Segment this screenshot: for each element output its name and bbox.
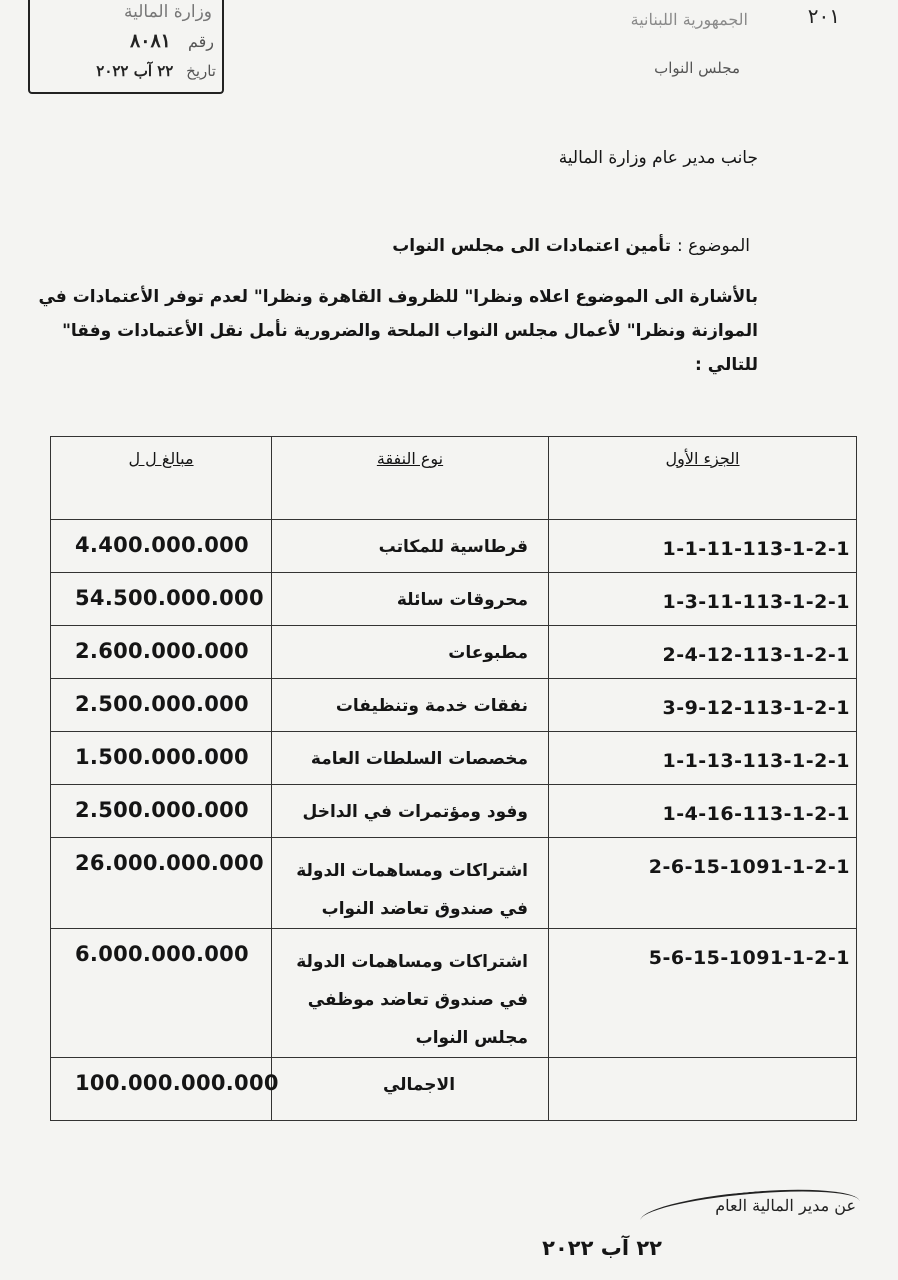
row-budget-code: 2-6-15-1091-1-2-1: [648, 856, 850, 878]
stamp-date: [96, 62, 216, 80]
table-row: [51, 732, 857, 785]
row-amount: 2.500.000.000: [75, 798, 249, 822]
row-budget-code: 1-1-11-113-1-2-1: [662, 538, 850, 560]
subject-line: [392, 236, 750, 256]
subject-label: الموضوع :: [676, 236, 750, 256]
appropriations-table: [50, 436, 857, 1121]
stamp-number: [130, 30, 214, 52]
row-amount: 54.500.000.000: [75, 586, 264, 610]
table-row: [51, 929, 857, 1058]
row-amount: 6.000.000.000: [75, 942, 249, 966]
row-budget-code: 5-6-15-1091-1-2-1: [648, 947, 850, 969]
letterhead: [631, 10, 748, 77]
row-expense-type: وفود ومؤتمرات في الداخل: [302, 802, 528, 822]
row-budget-code: 3-9-12-113-1-2-1: [662, 697, 850, 719]
header-amount: مبالغ ل ل: [128, 449, 194, 468]
table-header-row: [51, 437, 857, 520]
header-part-one: الجزء الأول: [665, 449, 740, 468]
row-expense-type: مطبوعات: [448, 643, 528, 663]
row-amount: 2.600.000.000: [75, 639, 249, 663]
stamp-date-label: تاريخ: [186, 62, 216, 80]
row-amount: 1.500.000.000: [75, 745, 249, 769]
letterhead-republic: الجمهورية اللبنانية: [630, 10, 748, 29]
body-paragraph: بالأشارة الى الموضوع اعلاه ونظرا" للظروف القاهرة ونظرا" لعدم توفر الأعتمادات في الموازنة ونظرا" لأعمال مجلس النواب الملحة والضرورية نأمل نقل الأعتمادات وفقا" للتالي :: [38, 287, 758, 375]
signature-title: عن مدير المالية العام: [715, 1196, 856, 1215]
row-amount: 26.000.000.000: [75, 851, 264, 875]
signature-date: ٢٢ آب ٢٠٢٢: [542, 1236, 662, 1260]
row-expense-type: نفقات خدمة وتنظيفات: [335, 696, 528, 716]
row-budget-code: 2-4-12-113-1-2-1: [662, 644, 850, 666]
table-row: [51, 520, 857, 573]
letterhead-parliament: مجلس النواب: [654, 59, 740, 77]
stamp-date-value: ٢٢ آب ٢٠٢٢: [96, 62, 174, 80]
total-label: الاجمالي: [382, 1075, 456, 1095]
table-row: [51, 573, 857, 626]
table-row: [51, 838, 857, 929]
row-amount: 4.400.000.000: [75, 533, 249, 557]
row-expense-type: محروقات سائلة: [396, 590, 528, 610]
addressee: جانب مدير عام وزارة المالية: [558, 148, 758, 168]
row-budget-code: 1-4-16-113-1-2-1: [662, 803, 850, 825]
subject-text: تأمين اعتمادات الى مجلس النواب: [392, 236, 672, 256]
total-amount: 100.000.000.000: [75, 1071, 279, 1095]
row-expense-type: اشتراكات ومساهمات الدولة في صندوق تعاضد النواب: [296, 861, 528, 919]
row-amount: 2.500.000.000: [75, 692, 249, 716]
row-expense-type: قرطاسية للمكاتب: [378, 537, 528, 557]
table-row: [51, 626, 857, 679]
table-row: [51, 679, 857, 732]
row-budget-code: 1-3-11-113-1-2-1: [662, 591, 850, 613]
row-budget-code: 1-1-13-113-1-2-1: [662, 750, 850, 772]
stamp-number-value: ٨٠٨١: [130, 30, 171, 52]
stamp-title: وزارة المالية: [124, 2, 212, 22]
ministry-stamp: [28, 0, 224, 94]
handwritten-mark: ٢٠١: [807, 4, 840, 28]
table-row: [51, 785, 857, 838]
table-total-row: [51, 1058, 857, 1121]
row-expense-type: مخصصات السلطات العامة: [310, 749, 528, 769]
row-expense-type: اشتراكات ومساهمات الدولة في صندوق تعاضد موظفي مجلس النواب: [296, 952, 528, 1048]
stamp-number-label: رقم: [187, 32, 214, 51]
header-expense-type: نوع النفقة: [376, 449, 444, 468]
